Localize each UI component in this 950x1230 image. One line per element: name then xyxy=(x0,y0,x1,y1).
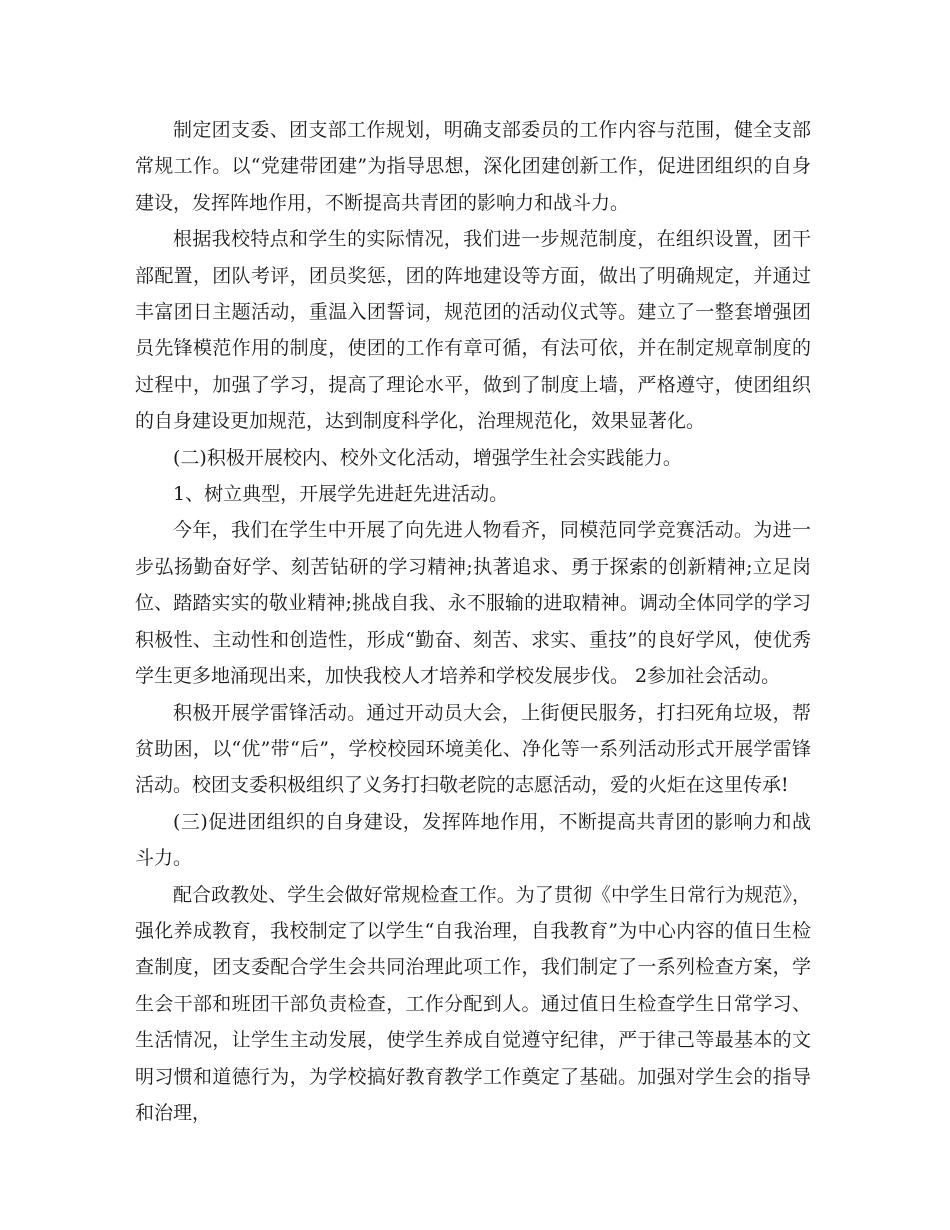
subsection-heading: 1、树立典型，开展学先进赶先进活动。 xyxy=(173,483,509,506)
paragraph: 制定团支委、团支部工作规划，明确支部委员的工作内容与范围，健全支部常规工作。以“党建带团建”为指导思想，深化团建创新工作，促进团组织的自身建设，发挥阵地作用，不断提高共青团的影响力和战斗力。 xyxy=(135,119,811,214)
document-body xyxy=(135,112,811,1131)
paragraph: 根据我校特点和学生的实际情况，我们进一步规范制度，在组织设置，团干部配置，团队考评，团员奖惩，团的阵地建设等方面，做出了明确规定，并通过丰富团日主题活动，重温入团誓词，规范团的活动仪式等。建立了一整套增强团员先锋模范作用的制度，使团的工作有章可循，有法可依，并在制定规章制度的过程中，加强了学习，提高了理论水平，做到了制度上墙，严格遵守，使团组织的自身建设更加规范，达到制度科学化，治理规范化，效果显著化。 xyxy=(135,228,811,433)
section-heading: (二)积极开展校内、校外文化活动，增强学生社会实践能力。 xyxy=(173,446,682,469)
paragraph: 积极开展学雷锋活动。通过开动员大会，上街便民服务，打扫死角垃圾，帮贫助困，以“优”带“后”，学校校园环境美化、净化等一系列活动形式开展学雷锋活动。校团支委积极组织了义务打扫敬老院的志愿活动，爱的火炬在这里传承! xyxy=(135,701,811,797)
paragraph: 配合政教处、学生会做好常规检查工作。为了贯彻《中学生日常行为规范》，强化养成教育，我校制定了以学生“自我治理，自我教育”为中心内容的值日生检查制度，团支委配合学生会共同治理此项工作，我们制定了一系列检查方案，学生会干部和班团干部负责检查，工作分配到人。通过值日生检查学生日常学习、生活情况，让学生主动发展，使学生养成自觉遵守纪律，严于律己等最基本的文明习惯和道德行为，为学校搞好教育教学工作奠定了基础。加强对学生会的指导和治理， xyxy=(135,883,811,1124)
section-heading: (三)促进团组织的自身建设，发挥阵地作用，不断提高共青团的影响力和战斗力。 xyxy=(135,810,811,870)
paragraph: 今年，我们在学生中开展了向先进人物看齐，同模范同学竞赛活动。为进一步弘扬勤奋好学、刻苦钻研的学习精神;执著追求、勇于探索的创新精神;立足岗位、踏踏实实的敬业精神;挑战自我、永不服输的进取精神。调动全体同学的学习积极性、主动性和创造性，形成“勤奋、刻苦、求实、重技”的良好学风，使优秀学生更多地涌现出来，加快我校人才培养和学校发展步伐。 2参加社会活动。 xyxy=(135,519,811,688)
